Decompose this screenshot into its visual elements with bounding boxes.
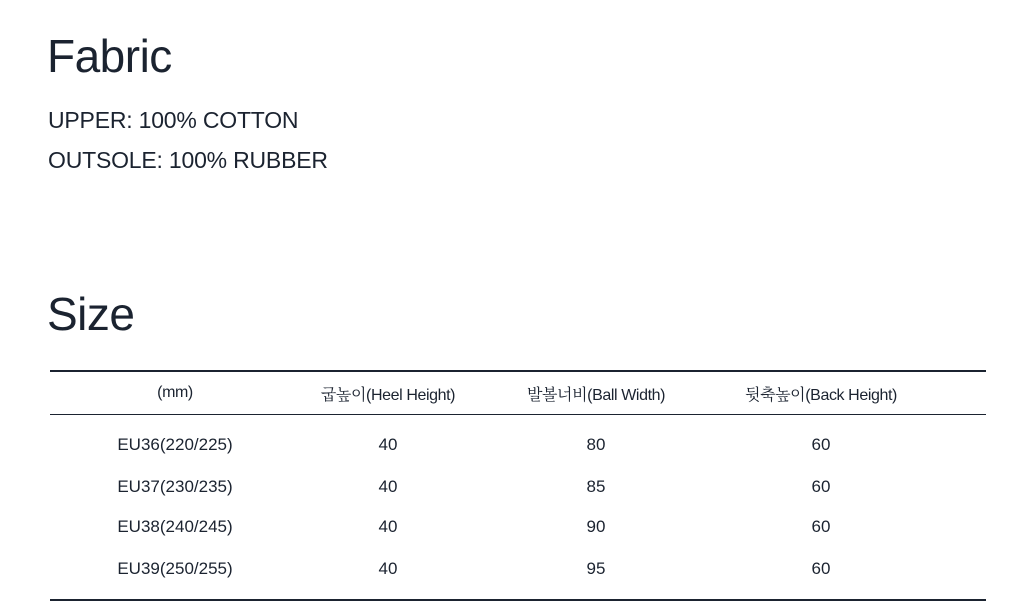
fabric-title: Fabric [47,30,172,82]
back-height-cell: 60 [811,517,831,536]
back-height-cell: 60 [716,547,926,600]
header-heel-height: 굽높이(Heel Height) [300,371,476,415]
header-unit: (mm) [50,371,300,415]
table-row [50,547,986,600]
size-table [50,370,986,601]
size-cell: EU36(220/225) [117,435,233,454]
header-back-height: 뒷축높이(Back Height) [716,371,926,415]
ball-width-cell: 80 [586,435,606,454]
fabric-outsole-material: OUTSOLE: 100% RUBBER [48,147,328,173]
size-cell: EU38(240/245) [117,517,233,536]
table-row [50,507,986,547]
heel-height-cell: 40 [378,517,398,536]
spacer-cell [926,415,986,468]
size-table-header-row [50,371,986,415]
table-row [50,415,986,468]
ball-width-cell: 95 [476,547,716,600]
heel-height-cell: 40 [300,547,476,600]
size-cell: EU37(230/235) [117,477,233,496]
table-row [50,467,986,507]
heel-height-cell: 40 [378,435,398,454]
size-cell: EU39(250/255) [50,547,300,600]
spacer-cell [926,467,986,507]
heel-height-cell: 40 [378,477,398,496]
ball-width-cell: 85 [586,477,606,496]
ball-width-cell: 90 [586,517,606,536]
spacer-cell [926,547,986,600]
spacer-cell [926,507,986,547]
fabric-upper-material: UPPER: 100% COTTON [48,107,299,133]
back-height-cell: 60 [811,477,831,496]
back-height-cell: 60 [811,435,831,454]
header-ball-width: 발볼너비(Ball Width) [476,371,716,415]
header-spacer [926,371,986,415]
size-title: Size [47,288,135,340]
